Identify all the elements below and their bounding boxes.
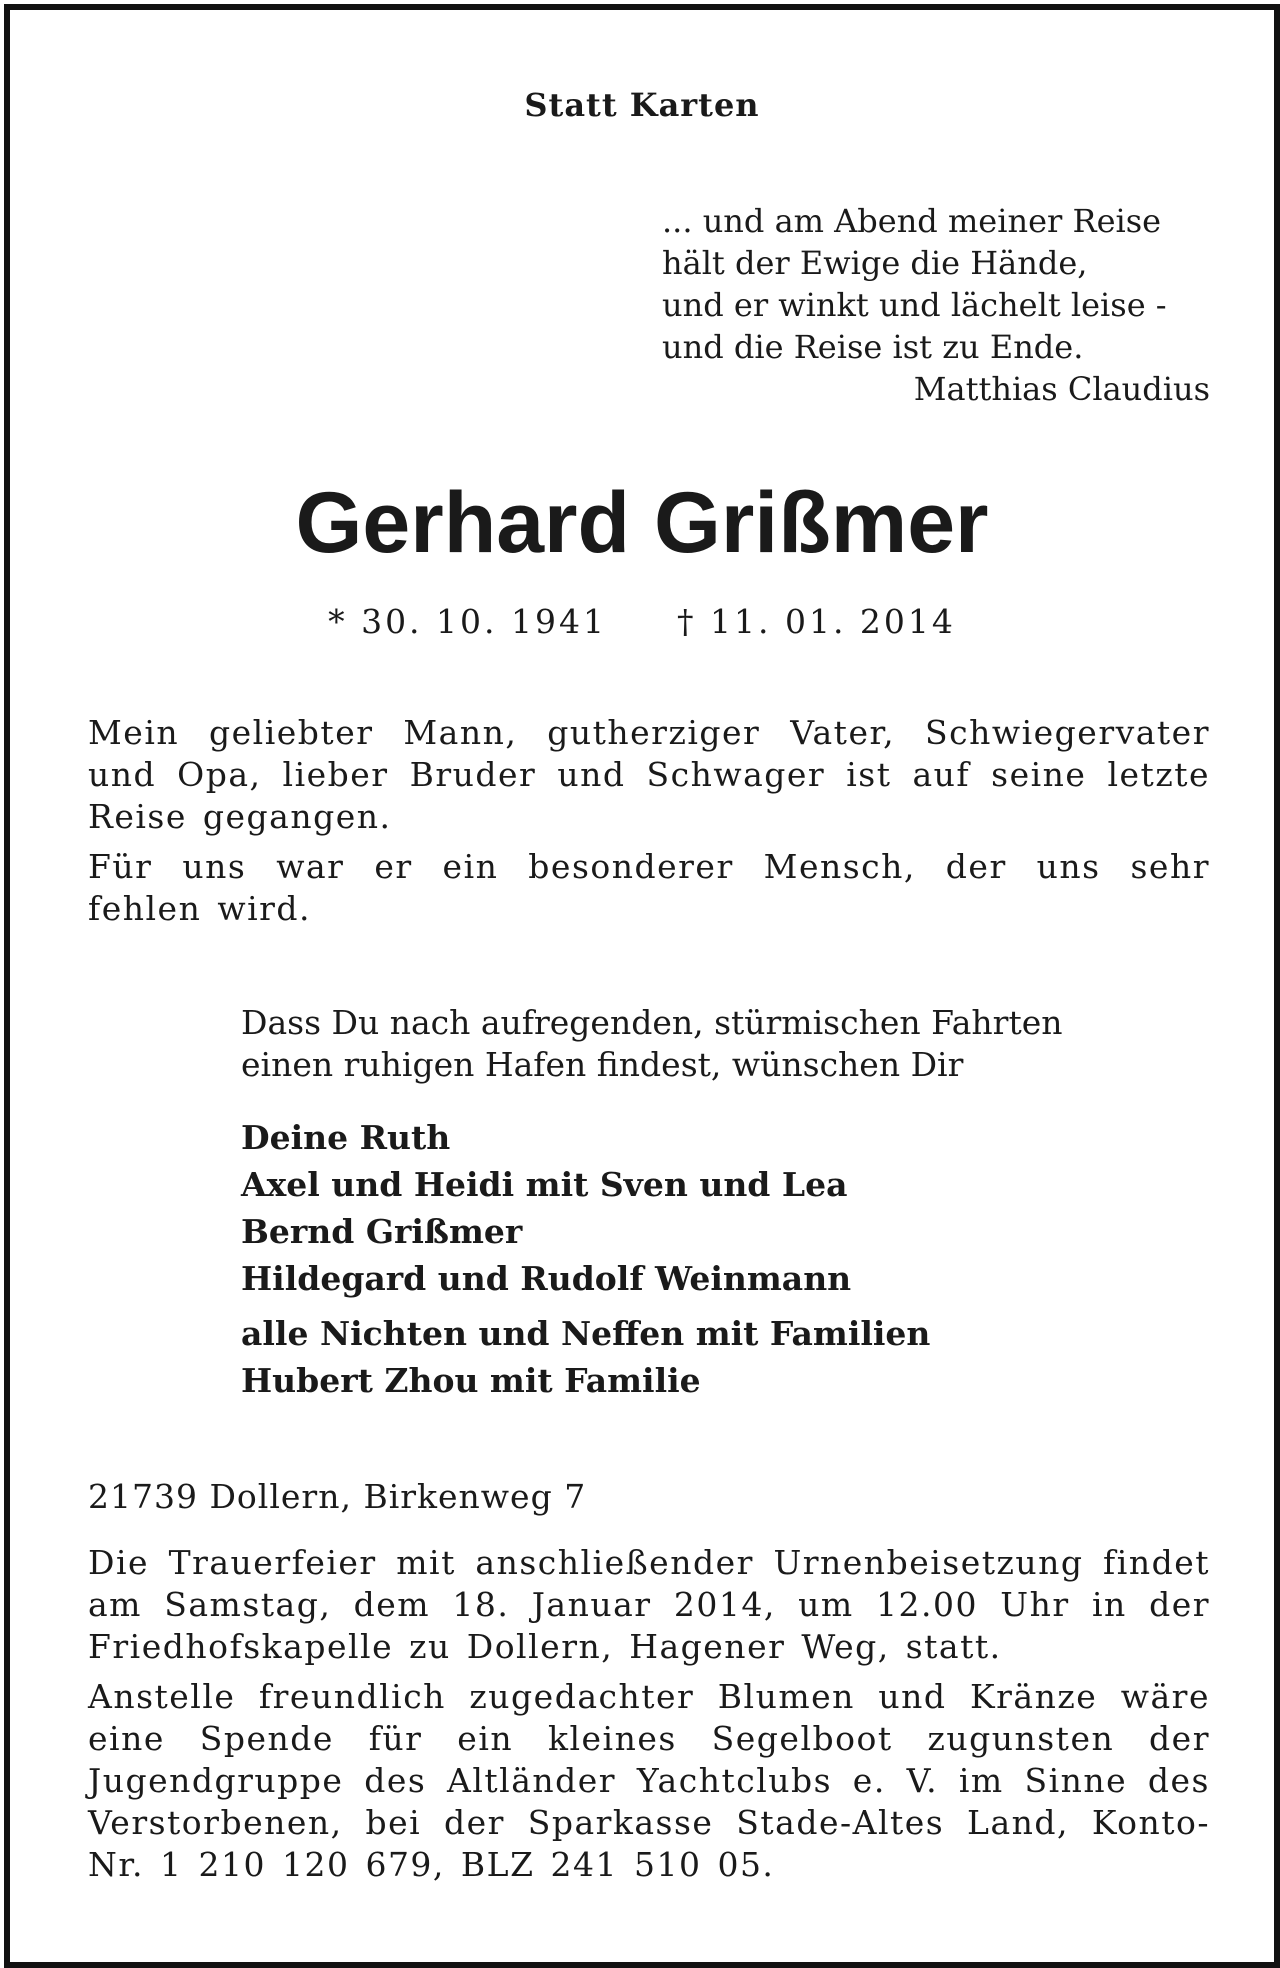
signers-extended bbox=[241, 1310, 1221, 1404]
signer-name: Hildegard und Rudolf Weinmann bbox=[241, 1259, 852, 1298]
poem-author: Matthias Claudius bbox=[913, 370, 1210, 408]
signers-family bbox=[241, 1114, 1221, 1302]
poem-line: und die Reise ist zu Ende. bbox=[662, 328, 1084, 366]
header-title: Statt Karten bbox=[524, 86, 760, 124]
intro-paragraph: Mein geliebter Mann, gutherziger Vater, Schwiegervater und Opa, lieber Bruder und Schwager ist auf seine letzte Reise gegangen. bbox=[88, 713, 1210, 836]
address-line: 21739 Dollern, Birkenweg 7 bbox=[88, 1477, 587, 1516]
life-dates bbox=[10, 602, 1274, 641]
signer-name: Axel und Heidi mit Sven und Lea bbox=[241, 1165, 848, 1204]
funeral-paragraph: Die Trauerfeier mit anschließender Urnenbeisetzung findet am Samstag, dem 18. Januar 2014, um 12.00 Uhr in der Friedhofskapelle zu Dollern, Hagener Weg, statt. bbox=[88, 1543, 1210, 1666]
obituary-frame bbox=[4, 4, 1280, 1968]
poem-line: ... und am Abend meiner Reise bbox=[662, 202, 1162, 240]
death-date: † 11. 01. 2014 bbox=[677, 602, 956, 641]
poem-block bbox=[662, 200, 1210, 410]
signer-name: Deine Ruth bbox=[241, 1118, 451, 1157]
wish-block bbox=[241, 1002, 1221, 1086]
donation-paragraph: Anstelle freundlich zugedachter Blumen und Kränze wäre eine Spende für ein kleines Segelboot zugunsten der Jugendgruppe des Altländer Yachtclubs e. V. im Sinne des Verstorbenen, bei der Sparkasse Stade-Altes Land, Konto-Nr. 1 210 120 679, BLZ 241 510 05. bbox=[88, 1677, 1210, 1884]
poem-line: hält der Ewige die Hände, bbox=[662, 244, 1088, 282]
birth-date: * 30. 10. 1941 bbox=[328, 602, 607, 641]
poem-line: und er winkt und lächelt leise - bbox=[662, 286, 1167, 324]
obituary-content bbox=[10, 10, 1274, 1962]
special-paragraph: Für uns war er ein besonderer Mensch, der uns sehr fehlen wird. bbox=[88, 847, 1210, 928]
signer-name: alle Nichten und Neffen mit Familien bbox=[241, 1314, 931, 1353]
signer-name: Bernd Grißmer bbox=[241, 1212, 523, 1251]
signer-name: Hubert Zhou mit Familie bbox=[241, 1361, 701, 1400]
deceased-name: Gerhard Grißmer bbox=[295, 475, 989, 571]
wish-line: einen ruhigen Hafen findest, wünschen Dir bbox=[241, 1045, 964, 1084]
wish-line: Dass Du nach aufregenden, stürmischen Fahrten bbox=[241, 1003, 1063, 1042]
